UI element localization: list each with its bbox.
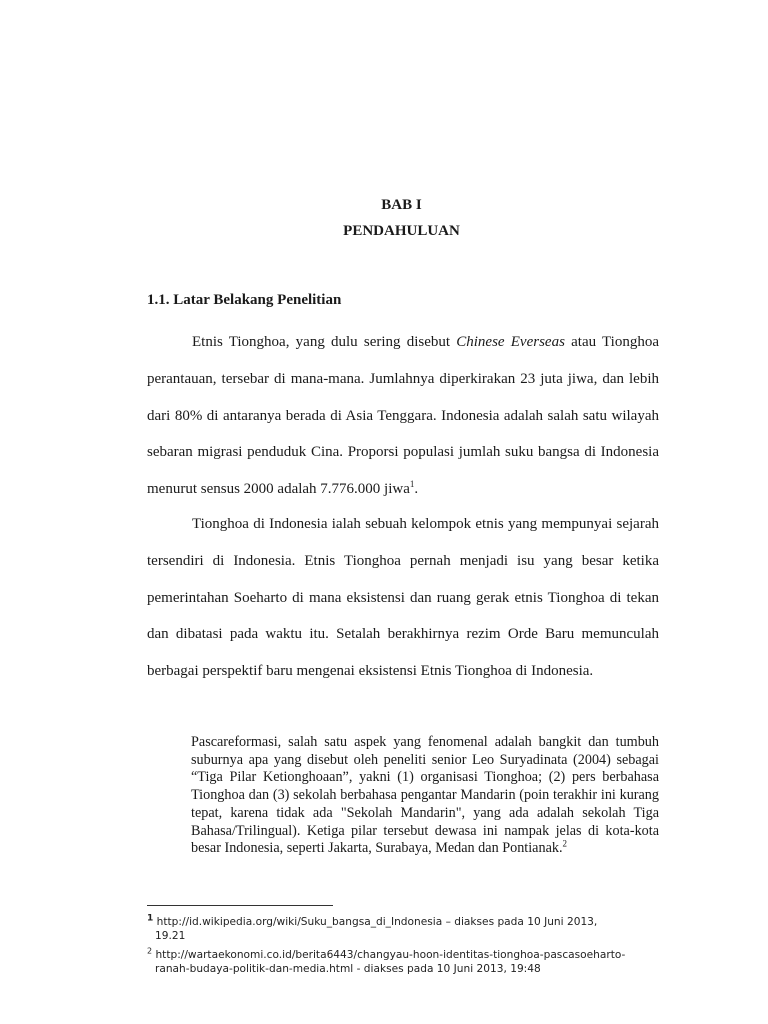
section-heading: 1.1. Latar Belakang Penelitian: [147, 292, 342, 308]
footnote-1: [147, 915, 659, 943]
paragraph-1-italic-term: Chinese Everseas: [456, 334, 565, 350]
footnote-2: [147, 948, 659, 976]
paragraph-1: [147, 324, 659, 508]
footnote-ref-2: 2: [562, 838, 568, 849]
footnote-2-link[interactable]: http://wartaekonomi.co.id/berita6443/changyau-hoon-identitas-tionghoa-pascasoeharto-: [155, 949, 626, 961]
footnote-1-link[interactable]: http://id.wikipedia.org/wiki/Suku_bangsa_di_Indonesia – diakses pada 10 Juni 2013,: [156, 916, 598, 928]
paragraph-2: [147, 506, 659, 690]
footnote-ref-1: 1: [409, 479, 415, 490]
footnote-1-mark: 1: [147, 913, 154, 924]
paragraph-1-text-b: atau Tionghoa perantauan, tersebar di mana-mana. Jumlahnya diperkirakan 23 juta jiwa, dan lebih dari 80% di antaranya berada di Asia Tenggara. Indonesia adalah salah satu wilayah sebaran migrasi penduduk Cina. Proporsi populasi jumlah suku bangsa di Indonesia menurut sensus 2000 adalah 7.776.000 jiwa: [147, 334, 659, 498]
paragraph-1-text-a: Etnis Tionghoa, yang dulu sering disebut: [192, 334, 457, 350]
chapter-number: BAB I: [381, 197, 422, 213]
footnote-2-continued: ranah-budaya-politik-dan-media.html - diakses pada 10 Juni 2013, 19:48: [155, 963, 541, 975]
block-quote-text: Pascareformasi, salah satu aspek yang fenomenal adalah bangkit dan tumbuh suburnya apa yang disebut oleh peneliti senior Leo Suryadinata (2004) sebagai “Tiga Pilar Ketionghoaan”, yakni (1) organisasi Tionghoa; (2) pers berbahasa Tionghoa dan (3) sekolah berbahasa pengantar Mandarin (poin terakhir ini kurang tepat, karena tidak ada "Sekolah Mandarin", yang ada adalah sekolah Tiga Bahasa/Trilingual). Ketiga pilar tersebut dewasa ini nampak jelas di kota-kota besar Indonesia, seperti Jakarta, Surabaya, Medan dan Pontianak.: [191, 734, 659, 857]
footnote-divider: [147, 905, 333, 906]
paragraph-2-text: Tionghoa di Indonesia ialah sebuah kelompok etnis yang mempunyai sejarah tersendiri di Indonesia. Etnis Tionghoa pernah menjadi isu yang besar ketika pemerintahan Soeharto di mana eksistensi dan ruang gerak etnis Tionghoa di tekan dan dibatasi pada waktu itu. Setalah berakhirnya rezim Orde Baru memunculah berbagai perspektif baru mengenai eksistensi Etnis Tionghoa di Indonesia.: [147, 516, 659, 680]
footnote-2-mark: 2: [147, 946, 153, 956]
block-quote: [191, 734, 659, 858]
paragraph-1-end: .: [414, 481, 419, 498]
footnote-1-continued: 19.21: [155, 930, 186, 942]
chapter-title: PENDAHULUAN: [343, 223, 460, 239]
